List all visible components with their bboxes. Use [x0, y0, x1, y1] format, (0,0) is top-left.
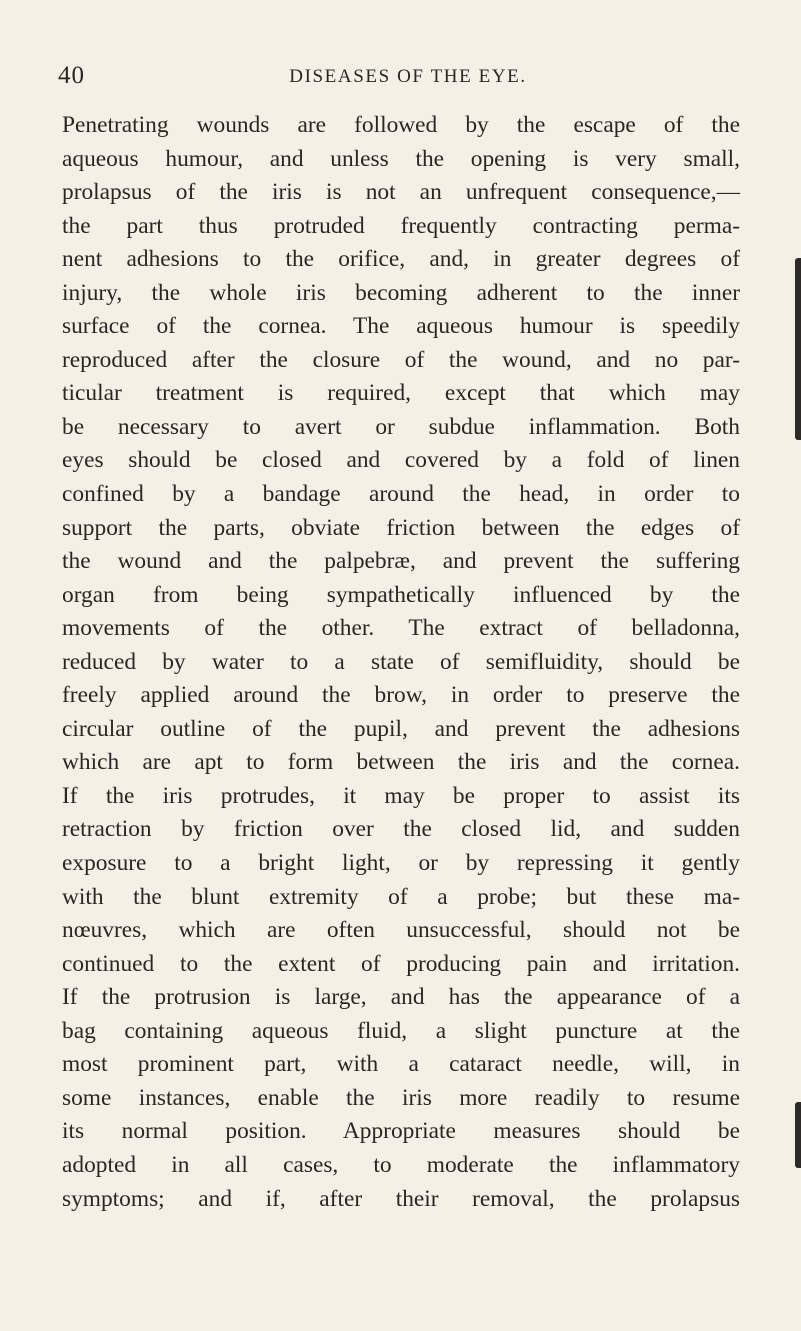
text-line: with the blunt extremity of a probe; but these ma- — [62, 883, 740, 910]
text-line: some instances, enable the iris more readily to resume — [62, 1084, 740, 1111]
text-line: reduced by water to a state of semifluidity, should be — [62, 648, 740, 675]
text-line: adopted in all cases, to moderate the inflammatory — [62, 1151, 740, 1178]
text-line: retraction by friction over the closed lid, and sudden — [62, 816, 740, 843]
running-header — [58, 62, 758, 98]
text-line: eyes should be closed and covered by a fold of linen — [62, 447, 740, 474]
body-paragraph — [62, 109, 740, 1216]
running-title: DISEASES OF THE EYE. — [289, 66, 527, 87]
text-line: Penetrating wounds are followed by the escape of the — [62, 112, 740, 138]
text-line: aqueous humour, and unless the opening is very small, — [62, 145, 740, 172]
text-line: the wound and the palpebræ, and prevent the suffering — [62, 548, 740, 575]
text-line: bag containing aqueous fluid, a slight puncture at the — [62, 1017, 740, 1044]
text-line: surface of the cornea. The aqueous humour is speedily — [62, 313, 740, 340]
page-number: 40 — [58, 62, 85, 89]
text-line: nœuvres, which are often unsuccessful, should not be — [62, 917, 740, 944]
text-line: movements of the other. The extract of belladonna, — [62, 615, 740, 642]
text-line: If the protrusion is large, and has the appearance of a — [62, 984, 740, 1011]
text-line: support the parts, obviate friction between the edges of — [62, 514, 740, 541]
text-line: be necessary to avert or subdue inflammation. Both — [62, 413, 740, 440]
text-line: nent adhesions to the orifice, and, in greater degrees of — [62, 246, 740, 273]
text-line: most prominent part, with a cataract needle, will, in — [62, 1051, 740, 1078]
text-line: injury, the whole iris becoming adherent to the inner — [62, 279, 740, 306]
text-line: the part thus protruded frequently contracting perma- — [62, 212, 740, 239]
text-line: symptoms; and if, after their removal, the prolapsus — [62, 1185, 740, 1212]
text-line: circular outline of the pupil, and prevent the adhesions — [62, 715, 740, 742]
text-line: reproduced after the closure of the wound, and no par- — [62, 346, 740, 373]
text-line: ticular treatment is required, except that which may — [62, 380, 740, 407]
page-edge-mark — [795, 258, 801, 440]
text-line: its normal position. Appropriate measures should be — [62, 1118, 740, 1145]
text-line: If the iris protrudes, it may be proper to assist its — [62, 782, 740, 809]
text-line: prolapsus of the iris is not an unfrequent consequence,— — [62, 179, 740, 206]
text-line: which are apt to form between the iris and the cornea. — [62, 749, 740, 776]
text-line: confined by a bandage around the head, in order to — [62, 481, 740, 508]
text-line: organ from being sympathetically influenced by the — [62, 581, 740, 608]
text-line: exposure to a bright light, or by repressing it gently — [62, 850, 740, 877]
text-line: continued to the extent of producing pain and irritation. — [62, 950, 740, 977]
text-line: freely applied around the brow, in order to preserve the — [62, 682, 740, 709]
page-edge-mark — [795, 1102, 801, 1168]
